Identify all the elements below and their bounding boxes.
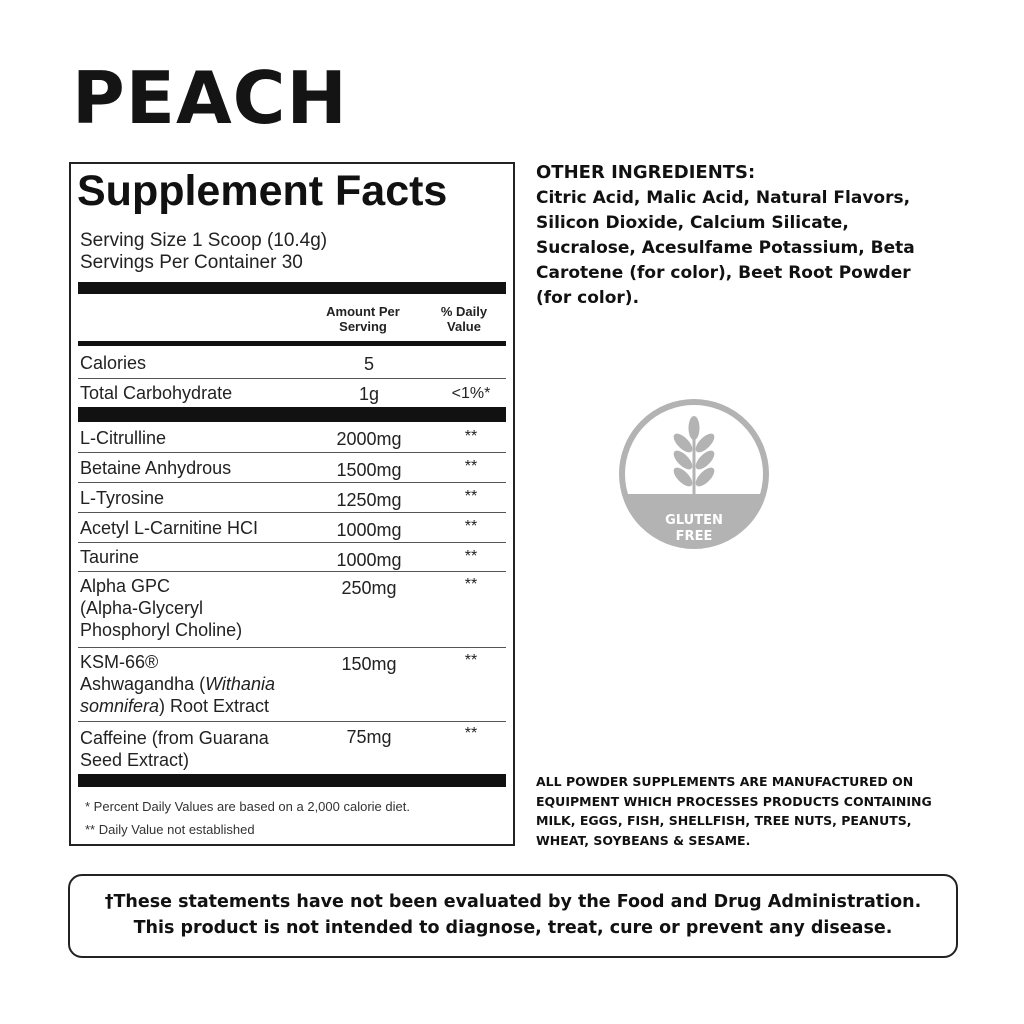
row-daily-value: ** [464,488,478,505]
row-daily-value: ** [464,518,478,535]
row-daily-value: <1%* [451,385,491,402]
serving-size: Serving Size 1 Scoop (10.4g) [80,230,328,251]
row-name: L-Tyrosine [80,488,165,508]
thick-divider [78,407,506,422]
other-ingredients-text: Citric Acid, Malic Acid, Natural Flavors, Silicon Dioxide, Calcium Silicate, Sucralose, Acesulfame Potassium, Beta Carotene (for color), Beet Root Powder (for color). [536,188,915,308]
footnote-not-established: ** Daily Value not established [85,822,255,837]
row-amount: 2000mg [336,429,402,449]
table-row [78,648,506,722]
row-name: Total Carbohydrate [80,383,233,403]
gluten-free-badge [618,398,770,550]
badge-text-gluten: GLUTEN [665,513,723,528]
row-name: L-Citrulline [80,428,167,448]
header-amount-per-serving: Amount Per Serving [326,304,400,334]
servings-per-container: Servings Per Container 30 [80,252,303,273]
row-name: Acetyl L-Carnitine HCI [80,518,259,538]
row-name: KSM-66® Ashwagandha (Withania somnifera) Root Extract [80,652,275,716]
allergen-statement: ALL POWDER SUPPLEMENTS ARE MANUFACTURED ON EQUIPMENT WHICH PROCESSES PRODUCTS CONTAINING MILK, EGGS, FISH, SHELLFISH, TREE NUTS, PEANUTS, WHEAT, SOYBEANS & SESAME. [536,774,932,848]
supplement-facts-panel [69,162,515,846]
row-name: Calories [80,353,147,373]
row-amount: 1250mg [336,490,402,510]
table-row [78,572,506,648]
row-amount: 1000mg [336,550,402,570]
facts-title: Supplement Facts [77,167,448,215]
row-amount: 150mg [341,654,397,674]
row-amount: 1g [358,384,380,404]
table-row [78,422,506,453]
thick-divider [78,282,506,294]
row-daily-value: ** [464,548,478,565]
table-row [78,346,506,379]
flavor-title: PEACH [72,56,348,140]
footnote-daily-values: * Percent Daily Values are based on a 2,000 calorie diet. [85,799,410,814]
row-daily-value: ** [464,576,478,593]
fda-disclaimer-box [68,874,958,958]
disclaimer-line-1: †These statements have not been evaluated by the Food and Drug Administration. [104,892,922,912]
row-amount: 75mg [346,727,392,747]
row-amount: 5 [363,354,374,374]
row-amount: 1500mg [336,460,402,480]
row-name: Alpha GPC (Alpha-Glyceryl Phosphoryl Choline) [80,576,243,640]
disclaimer-line-2: This product is not intended to diagnose, treat, cure or prevent any disease. [133,918,893,938]
table-row [78,513,506,543]
table-row [78,453,506,483]
row-name: Betaine Anhydrous [80,458,232,478]
row-daily-value: ** [464,652,478,669]
row-amount: 250mg [341,578,397,598]
table-row [78,722,506,774]
table-row [78,379,506,407]
row-amount: 1000mg [336,520,402,540]
thick-divider [78,774,506,787]
row-name: Taurine [80,547,140,567]
badge-text-free: FREE [675,529,713,544]
row-daily-value: ** [464,458,478,475]
row-daily-value: ** [464,725,478,742]
row-daily-value: ** [464,428,478,445]
other-ingredients-title: OTHER INGREDIENTS: [536,162,756,183]
table-row [78,483,506,513]
header-daily-value: % Daily Value [440,304,488,334]
table-row [78,543,506,572]
row-name: Caffeine (from Guarana Seed Extract) [80,728,269,770]
